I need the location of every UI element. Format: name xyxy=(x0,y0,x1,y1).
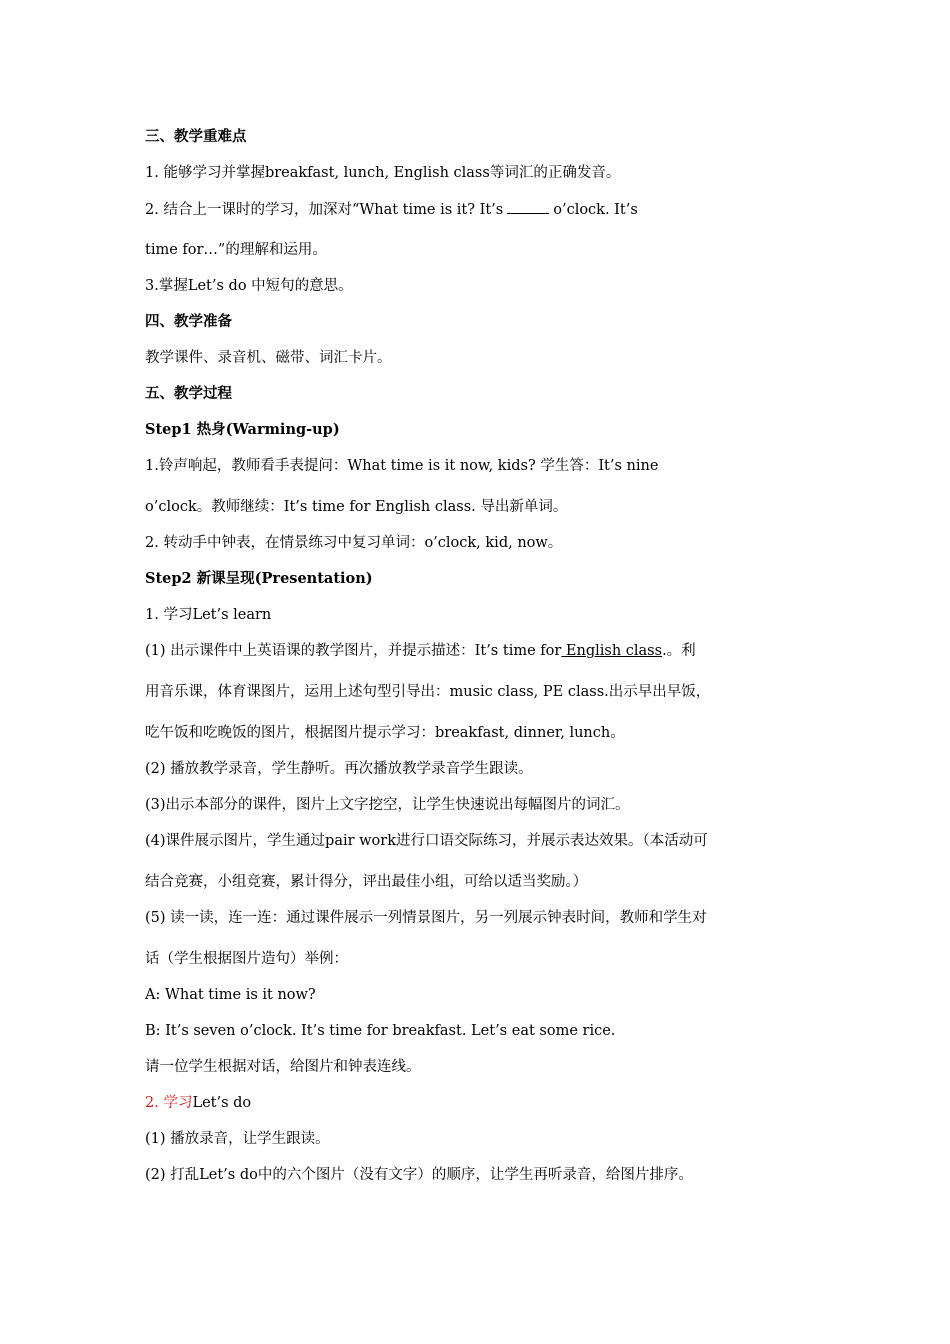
para-4-line-1: (4)课件展示图片，学生通过pair work进行口语交际练习，并展示表达效果。（本活动可 xyxy=(145,833,708,849)
step1-item-1: 1.铃声响起，教师看手表提问：What time is it now, kids? 学生答：It’s nine xyxy=(145,458,659,474)
sub-item-1: (1) 播放录音，让学生跟读。 xyxy=(145,1131,330,1147)
section-4-text: 教学课件、录音机、磁带、词汇卡片。 xyxy=(145,350,392,366)
dialog-note: 请一位学生根据对话，给图片和钟表连线。 xyxy=(145,1059,421,1075)
para-1-suffix: .。利 xyxy=(662,643,696,659)
sub-item-2: (2) 打乱Let’s do中的六个图片（没有文字）的顺序，让学生再听录音，给图片排序。 xyxy=(145,1167,693,1183)
para-1-prefix: (1) 出示课件中上英语课的教学图片，并提示描述：It’s time for xyxy=(145,643,562,659)
step2-heading: Step2 新课呈现(Presentation) xyxy=(145,570,373,587)
para-1-line-1 xyxy=(145,641,815,661)
fill-in-blank xyxy=(507,199,549,214)
underlined-english-class: English class xyxy=(561,643,663,659)
para-4-line-2: 结合竞赛，小组竞赛，累计得分，评出最佳小组，可给以适当奖励。） xyxy=(145,874,588,890)
section-3-item-3: 3.掌握Let’s do 中短句的意思。 xyxy=(145,278,353,294)
para-1-line-2: 用音乐课，体育课图片，运用上述句型引导出：music class, PE class.出示早出早饭， xyxy=(145,684,711,700)
dialog-line-b: B: It’s seven o’clock. It’s time for breakfast. Let’s eat some rice. xyxy=(145,1023,616,1039)
para-3: (3)出示本部分的课件，图片上文字挖空，让学生快速说出每幅图片的词汇。 xyxy=(145,797,630,813)
section-5-heading: 五、教学过程 xyxy=(145,385,232,402)
section-3-item-2-part-b: o’clock. It’s xyxy=(553,202,638,218)
section-3-item-1: 1. 能够学习并掌握breakfast, lunch, English class等词汇的正确发音。 xyxy=(145,165,621,181)
section-3-item-2-cont: time for…”的理解和运用。 xyxy=(145,242,327,258)
step2-item-2-rest: Let’s do xyxy=(192,1095,252,1111)
para-5-line-2: 话（学生根据图片造句）举例： xyxy=(145,951,348,967)
step1-item-2: 2. 转动手中钟表，在情景练习中复习单词：o’clock, kid, now。 xyxy=(145,535,563,551)
step2-item-2 xyxy=(145,1093,815,1113)
step2-item-1: 1. 学习Let’s learn xyxy=(145,607,272,623)
section-4-heading: 四、教学准备 xyxy=(145,313,232,330)
section-3-item-2 xyxy=(145,199,815,220)
step1-item-1-cont: o’clock。教师继续：It’s time for English class. 导出新单词。 xyxy=(145,499,568,515)
dialog-line-a: A: What time is it now? xyxy=(145,987,316,1003)
step2-item-2-prefix: 2. 学习 xyxy=(145,1095,193,1111)
para-5-line-1: (5) 读一读，连一连：通过课件展示一列情景图片，另一列展示钟表时间，教师和学生对 xyxy=(145,910,707,926)
para-2: (2) 播放教学录音，学生静听。再次播放教学录音学生跟读。 xyxy=(145,761,533,777)
section-3-heading: 三、教学重难点 xyxy=(145,128,247,145)
section-3-item-2-part-a: 2. 结合上一课时的学习，加深对“What time is it? It’s xyxy=(145,202,504,218)
step1-heading: Step1 热身(Warming-up) xyxy=(145,421,340,438)
para-1-line-3: 吃午饭和吃晚饭的图片，根据图片提示学习：breakfast, dinner, lunch。 xyxy=(145,725,625,741)
